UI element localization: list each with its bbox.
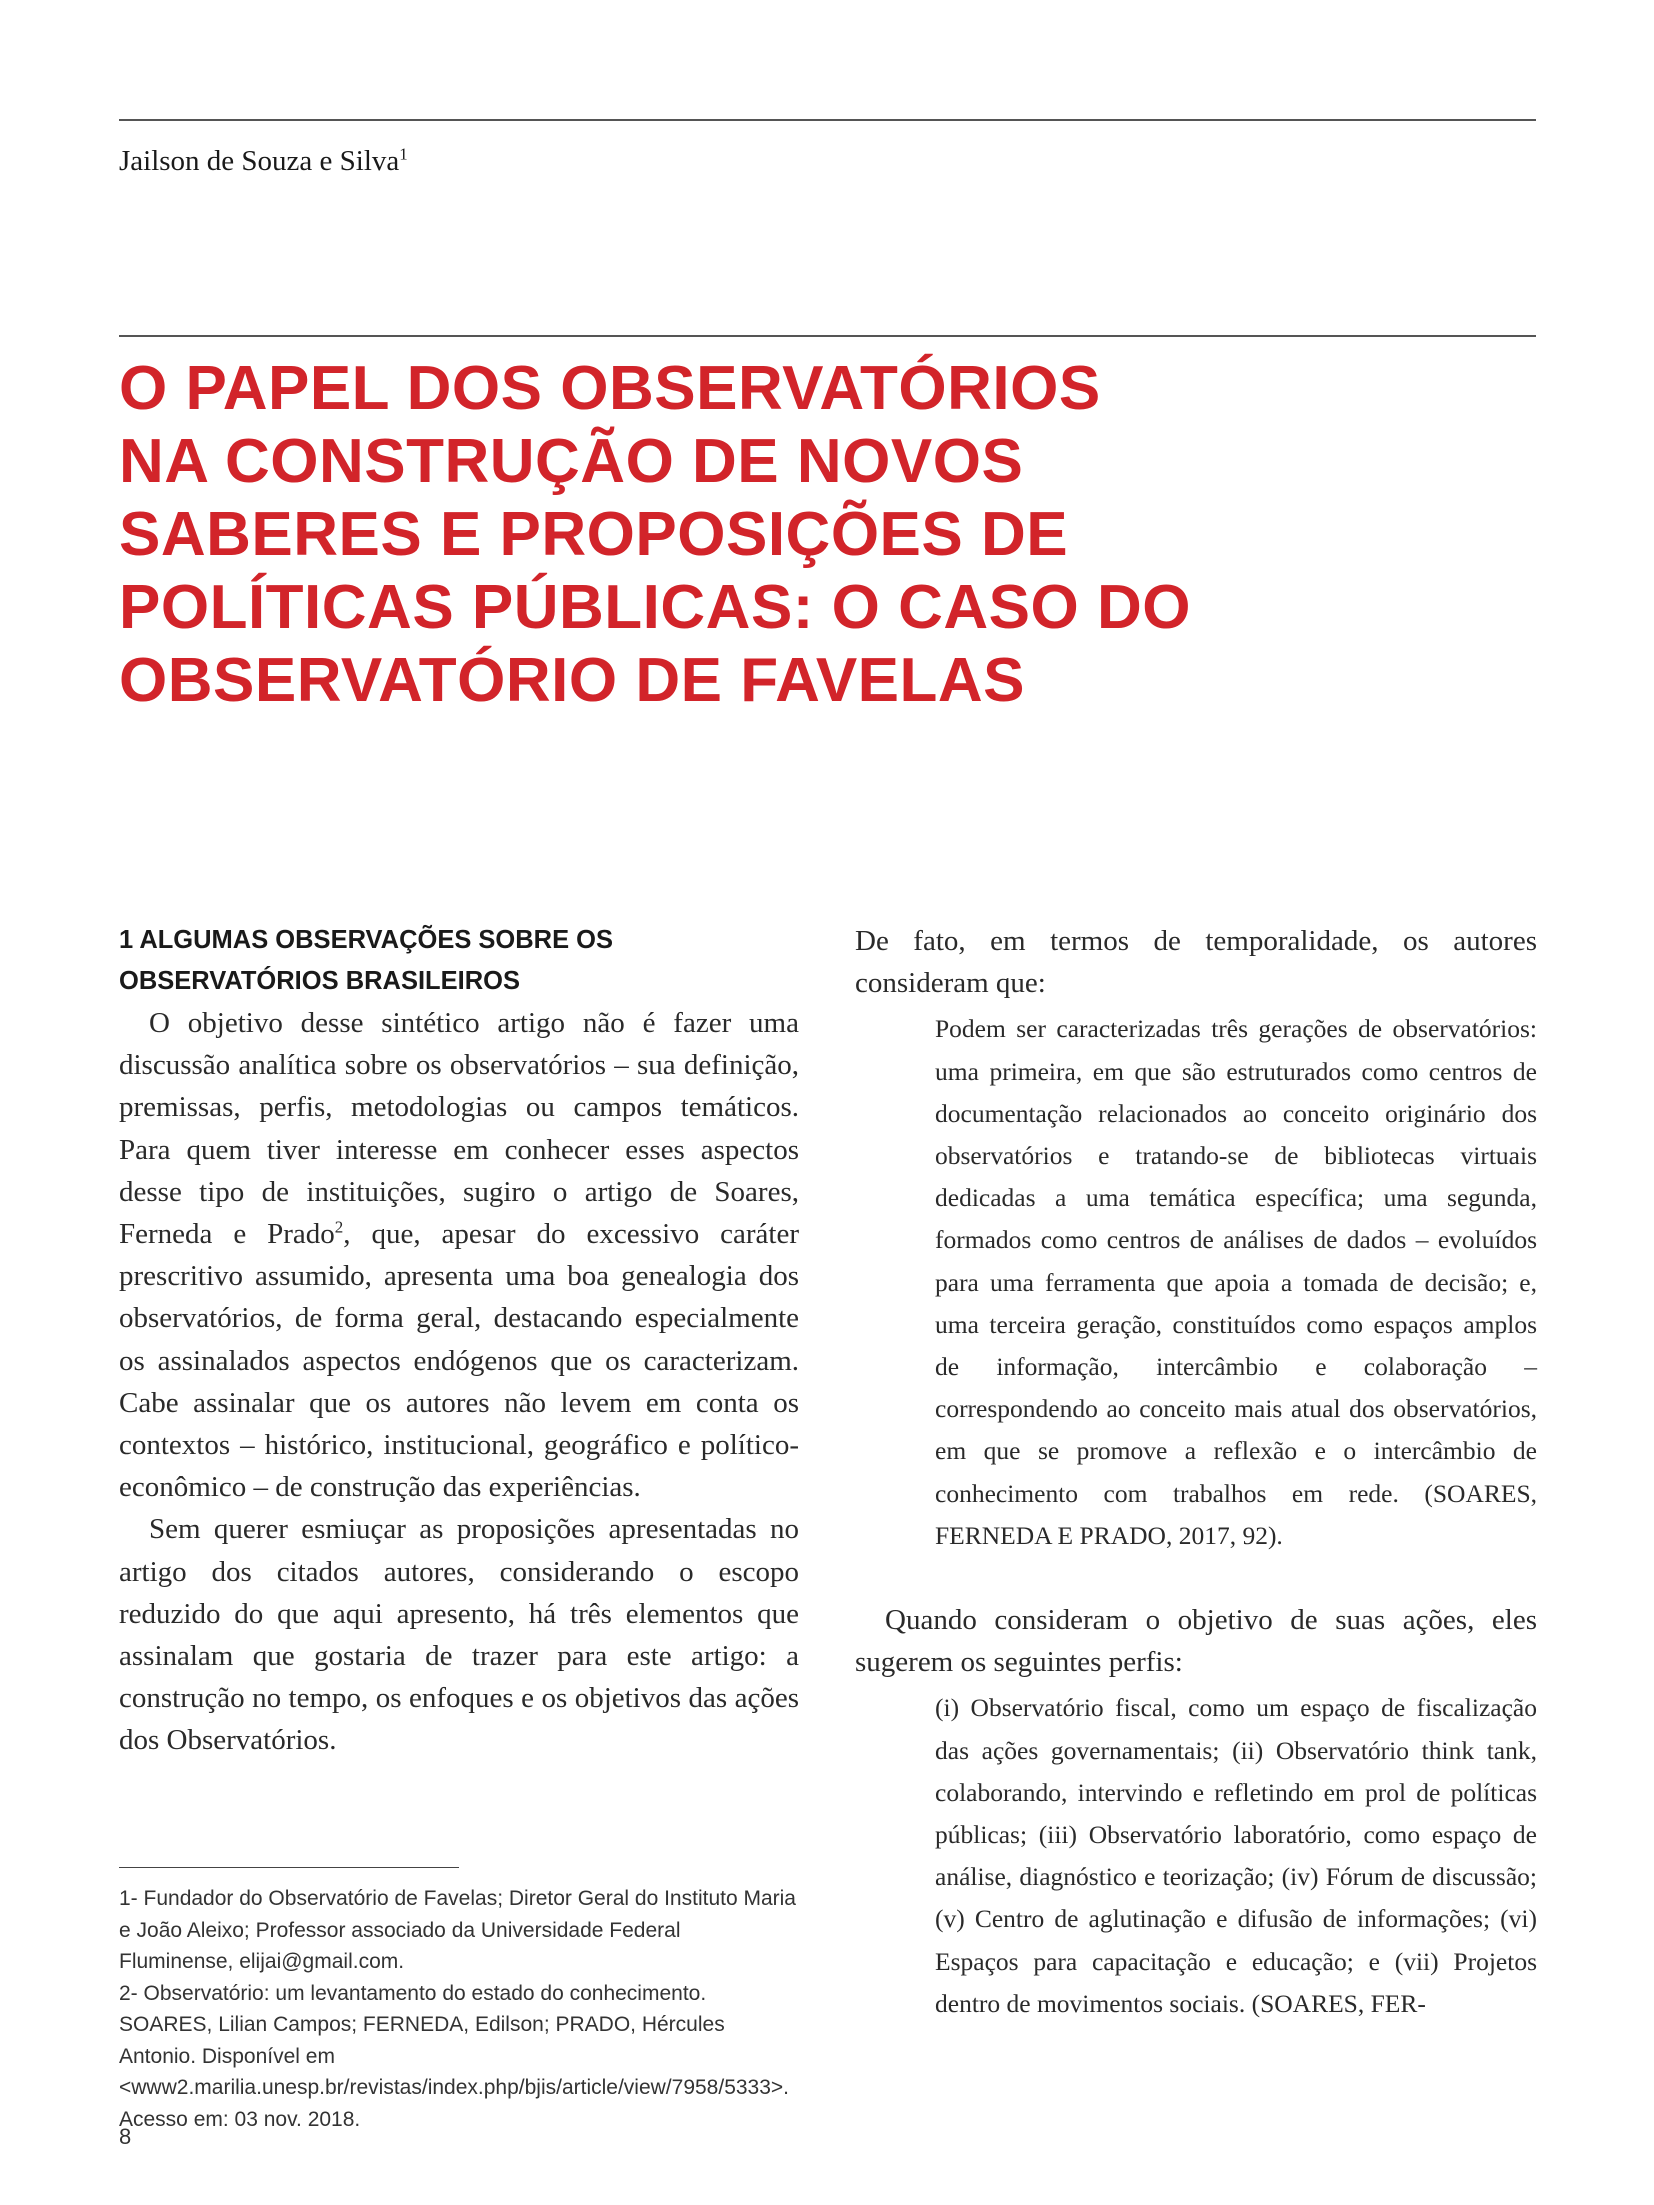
author-name: [119, 145, 408, 178]
footnote-rule: [119, 1867, 459, 1868]
title-line: SABERES E PROPOSIÇÕES DE: [119, 500, 1069, 569]
author-text: Jailson de Souza e Silva: [119, 145, 400, 177]
title-line: O PAPEL DOS OBSERVATÓRIOS: [119, 354, 1101, 423]
page-number: 8: [119, 2124, 132, 2149]
block-quote: [935, 1008, 1537, 1557]
heading-line: OBSERVATÓRIOS BRASILEIROS: [119, 967, 520, 995]
heading-line: 1 ALGUMAS OBSERVAÇÕES SOBRE OS: [119, 926, 614, 954]
paragraph-text: , que, apesar do excessivo caráter prescritivo assumido, apresenta uma boa genealogia dos observatórios, de forma geral, destacando especialmente os assinalados aspectos endógenos que os caracterizam. Cabe assinalar que os autores não levem em conta os contextos – histórico, institucional, geográfico e político-econômico – de construção das experiências.: [119, 1218, 799, 1504]
quote-text: (i) Observatório fiscal, como um espaço de fiscalização das ações governamentais; (ii) Observatório think tank, colaborando, intervindo e refletindo em prol de políticas públicas; (iii) Observatório laboratório, como espaço de análise, diagnóstico e teorização; (iv) Fórum de discussão; (v) Centro de aglutinação e difusão de informações; (vi) Espaços para capacitação e educação; e (vii) Projetos dentro de movimentos sociais. (SOARES, FER-: [935, 1693, 1537, 2018]
title-line: NA CONSTRUÇÃO DE NOVOS: [119, 427, 1024, 496]
section-heading: [119, 920, 799, 1002]
article-title: [119, 352, 1499, 717]
block-quote: [935, 1687, 1537, 2025]
top-rule: [119, 119, 1536, 121]
title-line: OBSERVATÓRIO DE FAVELAS: [119, 646, 1026, 715]
paragraph: De fato, em termos de temporalidade, os autores consideram que:: [855, 925, 1537, 1000]
footnote-mark[interactable]: 2: [334, 1217, 344, 1237]
title-rule: [119, 335, 1536, 337]
paragraph: Sem querer esmiuçar as proposições apresentadas no artigo dos citados autores, considerando o escopo reduzido do que aqui apresento, há três elementos que assinalam que gostaria de trazer para este artigo: a construção no tempo, os enfoques e os objetivos das ações dos Observatórios.: [119, 1513, 799, 1757]
paragraph: [119, 1002, 799, 1508]
footnote: 1- Fundador do Observatório de Favelas; Diretor Geral do Instituto Maria e João Aleixo; Professor associado da Universidade Federal Fluminense, elijai@gmail.com.: [119, 1887, 796, 1973]
quote-text: Podem ser caracterizadas três gerações de observatórios: uma primeira, em que são estruturados como centros de documentação relacionados ao conceito originário dos observatórios e tratando-se de bibliotecas virtuais dedicadas a uma temática específica; uma segunda, formados como centros de análises de dados – evoluídos para uma ferramenta que apoia a tomada de decisão; e, uma terceira geração, constituídos como espaços amplos de informação, intercâmbio e colaboração – correspondendo ao conceito mais atual dos observatórios, em que se promove a reflexão e o intercâmbio de conhecimento com trabalhos em rede. (SOARES, FERNEDA E PRADO, 2017, 92).: [935, 1014, 1537, 1550]
title-line: POLÍTICAS PÚBLICAS: O CASO DO: [119, 573, 1191, 642]
footnote: 2- Observatório: um levantamento do estado do conhecimento. SOARES, Lilian Campos; FERNEDA, Edilson; PRADO, Hércules Antonio. Disponível em <www2.marilia.unesp.br/revistas/index.php/bjis/article/view/7958/5333>. Acesso em: 03 nov. 2018.: [119, 1981, 790, 2131]
left-column: [119, 920, 799, 1762]
footnote-mark[interactable]: 1: [399, 144, 408, 164]
paragraph-text: O objetivo desse sintético artigo não é fazer uma discussão analítica sobre os observatórios – sua definição, premissas, perfis, metodologias ou campos temáticos. Para quem tiver interesse em conhecer esses aspectos desse tipo de instituições, sugiro o artigo de Soares, Ferneda e Prado: [119, 1007, 799, 1251]
footnotes: [119, 1883, 799, 2135]
paragraph: Quando consideram o objetivo de suas ações, eles sugerem os seguintes perfis:: [855, 1604, 1537, 1679]
right-column: [855, 920, 1537, 2025]
